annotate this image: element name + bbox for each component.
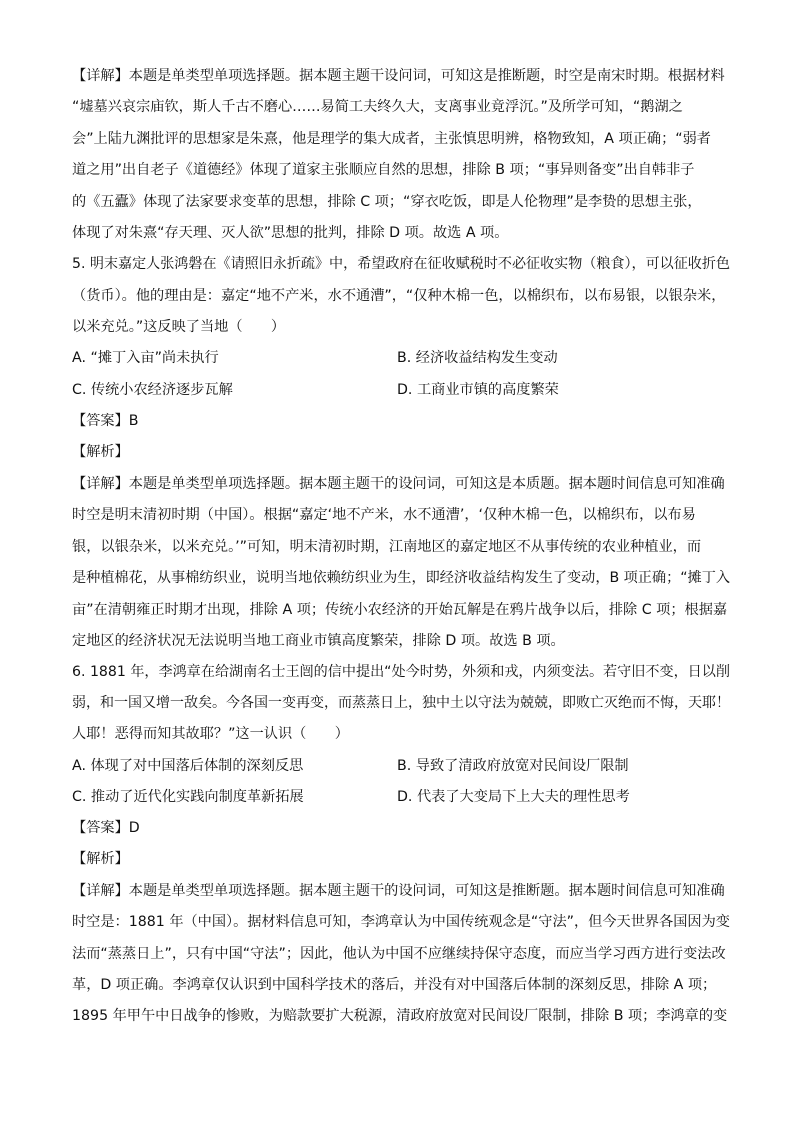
detail-line: 法而“蒸蒸日上”，只有中国“守法”；因此，他认为中国不应继续持保守态度，而应当学习西方进行变法改 bbox=[72, 946, 726, 962]
text-line: “墟墓兴哀宗庙钦，斯人千古不磨心……易简工夫终久大，支离事业竟浮沉。”及所学可知，“鹅湖之 bbox=[72, 99, 683, 115]
analysis-label: 【解析】 bbox=[72, 444, 129, 460]
detail-line: 【详解】本题是单类型单项选择题。据本题主题干的设问词，可知这是推断题。据本题时间信息可知准确 bbox=[72, 883, 725, 899]
option-b: B. 导致了清政府放宽对民间设厂限制 bbox=[397, 758, 629, 774]
question-stem-line: 人耶！恶得而知其故耶？”这一认识（ ） bbox=[72, 726, 349, 742]
question-stem-line: （货币）。他的理由是：嘉定“地不产米，水不通漕”，“仅种木棉一色，以棉织布，以布易银，以银杂米， bbox=[72, 288, 726, 304]
question-stem-line: 弱，和一国又增一敌矣。今各国一变再变，而蒸蒸日上，独中土以守法为兢兢，即败亡灭绝而不悔，天耶！ bbox=[72, 695, 731, 711]
option-c: C. 传统小农经济逐步瓦解 bbox=[72, 382, 233, 398]
option-b: B. 经济收益结构发生变动 bbox=[397, 350, 558, 366]
option-c: C. 推动了近代化实践向制度革新拓展 bbox=[72, 789, 304, 805]
option-a: A. 体现了对中国落后体制的深刻反思 bbox=[72, 758, 304, 774]
text-line: 【详解】本题是单类型单项选择题。据本题主题干设问词，可知这是推断题，时空是南宋时期。根据材料 bbox=[72, 68, 725, 84]
question-stem-line: 5. 明末嘉定人张鸿磐在《请照旧永折疏》中，希望政府在征收赋税时不必征收实物（粮食），可以征收折色 bbox=[72, 256, 731, 272]
text-line: 会”上陆九渊批评的思想家是朱熹，他是理学的集大成者，主张慎思明辨，格物致知，A 项正确；“弱者 bbox=[72, 131, 711, 147]
question-stem-line: 以米充兑。”这反映了当地（ ） bbox=[72, 319, 286, 335]
option-d: D. 代表了大变局下上大夫的理性思考 bbox=[397, 789, 630, 805]
detail-line: 亩”在清朝雍正时期才出现，排除 A 项；传统小农经济的开始瓦解是在鸦片战争以后，排除 C 项；根据嘉 bbox=[72, 602, 728, 618]
text-line: 道之用”出自老子《道德经》体现了道家主张顺应自然的思想，排除 B 项；“事异则备变”出自韩非子 bbox=[72, 162, 695, 178]
answer-label: 【答案】D bbox=[72, 820, 140, 836]
answer-label: 【答案】B bbox=[72, 413, 139, 429]
detail-line: 时空是明末清初时期（中国）。根据“嘉定‘地不产米，水不通漕’，‘仅种木棉一色，以棉织布，以布易 bbox=[72, 507, 696, 523]
detail-line: 时空是：1881 年（中国）。据材料信息可知，李鸿章认为中国传统观念是“守法”，但今天世界各国因为变 bbox=[72, 914, 730, 930]
analysis-label: 【解析】 bbox=[72, 851, 129, 867]
text-line: 的《五蠹》体现了法家要求变革的思想，排除 C 项；“穿衣吃饭，即是人伦物理”是李贽的思想主张， bbox=[72, 194, 702, 210]
question-stem-line: 6. 1881 年，李鸿章在给湖南名士王闿的信中提出“处今时势，外须和戎，内须变法。若守旧不变，日以削 bbox=[72, 664, 730, 680]
detail-line: 【详解】本题是单类型单项选择题。据本题主题干的设问词，可知这是本质题。据本题时间信息可知准确 bbox=[72, 476, 725, 492]
detail-line: 是种植棉花，从事棉纺织业，说明当地依赖纺织业为生，即经济收益结构发生了变动，B 项正确；“摊丁入 bbox=[72, 570, 731, 586]
detail-line: 定地区的经济状况无法说明当地工商业市镇高度繁荣，排除 D 项。故选 B 项。 bbox=[72, 633, 565, 649]
detail-line: 1895 年甲午中日战争的惨败，为赔款要扩大税源，清政府放宽对民间设厂限制，排除 B 项；李鸿章的变 bbox=[72, 1008, 728, 1024]
option-a: A. “摊丁入亩”尚未执行 bbox=[72, 350, 219, 366]
detail-line: 银，以银杂米，以米充兑。’”可知，明末清初时期，江南地区的嘉定地区不从事传统的农业种植业，而 bbox=[72, 539, 702, 555]
option-d: D. 工商业市镇的高度繁荣 bbox=[397, 382, 559, 398]
text-line: 体现了对朱熹“存天理、灭人欲”思想的批判，排除 D 项。故选 A 项。 bbox=[72, 225, 509, 241]
detail-line: 革，D 项正确。李鸿章仅认识到中国科学技术的落后，并没有对中国落后体制的深刻反思，排除 A 项； bbox=[72, 977, 717, 993]
